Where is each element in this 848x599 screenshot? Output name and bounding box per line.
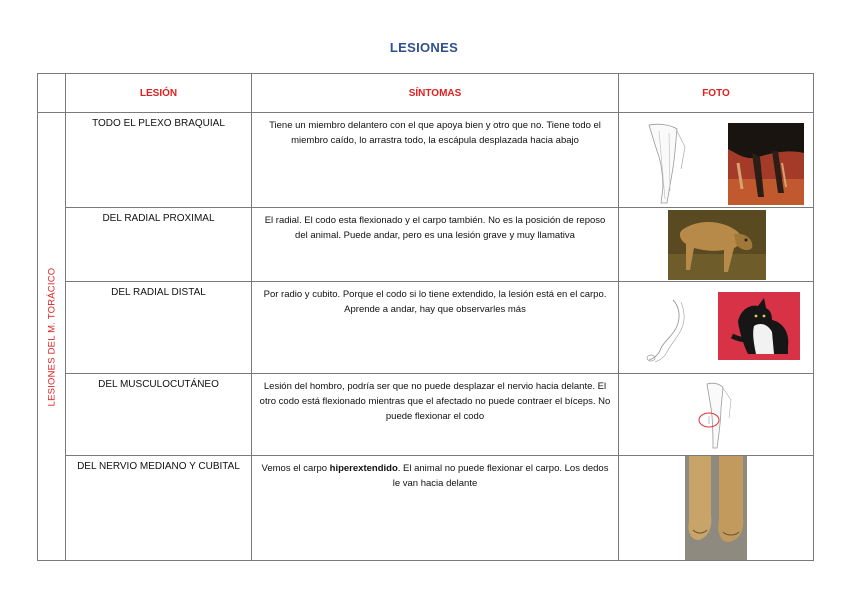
header-photo: FOTO: [619, 74, 814, 113]
symptoms-cell: Tiene un miembro delantero con el que apoya bien y otro que no. Tiene todo el miembro caído, lo arrastra todo, la escápula desplazada hacia abajo: [252, 113, 619, 208]
symptoms-text-end: . El animal no puede flexionar el carpo. Los dedos le van hacia delante: [392, 463, 609, 489]
dog-photo: [668, 210, 766, 280]
photo-cell: [619, 113, 814, 208]
lesion-cell: DEL NERVIO MEDIANO Y CUBITAL: [66, 456, 252, 561]
header-empty-cell: [38, 74, 66, 113]
photo-cell: [619, 208, 814, 282]
symptoms-text-bold: hiperextendido: [329, 463, 398, 474]
lesion-cell: DEL RADIAL PROXIMAL: [66, 208, 252, 282]
symptoms-cell: [252, 456, 619, 561]
table-row: [38, 374, 814, 456]
lesion-cell: DEL MUSCULOCUTÁNEO: [66, 374, 252, 456]
limb-sketch-image: [643, 296, 689, 364]
table-header-row: [38, 74, 814, 113]
lesions-table: [37, 73, 814, 561]
symptoms-cell: Por radio y cubito. Porque el codo si lo tiene extendido, la lesión está en el carpo. Aprende a andar, hay que observarles más: [252, 282, 619, 374]
header-symptoms: SÍNTOMAS: [252, 74, 619, 113]
photo-cell: [619, 282, 814, 374]
table-row: [38, 456, 814, 561]
cat-photo: [718, 292, 800, 360]
paws-photo: [685, 456, 747, 560]
photo-cell: [619, 374, 814, 456]
side-label: LESIONES DEL M. TORÁCICO: [46, 267, 57, 406]
table-row: [38, 113, 814, 208]
forelimb-sketch-image: [641, 121, 691, 207]
table-row: [38, 208, 814, 282]
side-label-cell: [38, 113, 66, 561]
dog-leg-photo: [728, 123, 804, 205]
symptoms-text-start: Vemos el carpo: [261, 463, 330, 474]
lesion-cell: DEL RADIAL DISTAL: [66, 282, 252, 374]
symptoms-cell: El radial. El codo esta flexionado y el carpo también. No es la posición de reposo del animal. Puede andar, pero es una lesión grave y muy llamativa: [252, 208, 619, 282]
photo-cell: [619, 456, 814, 561]
symptoms-cell: Lesión del hombro, podría ser que no puede desplazar el nervio hacia delante. El otro codo está flexionado mientras que el afectado no puede contraer el bíceps. No puede flexionar el codo: [252, 374, 619, 456]
page-title: LESIONES: [389, 40, 459, 55]
limb-sketch-circled-image: [695, 378, 739, 454]
lesion-cell: TODO EL PLEXO BRAQUIAL: [66, 113, 252, 208]
header-lesion: LESIÓN: [66, 74, 252, 113]
table-row: [38, 282, 814, 374]
